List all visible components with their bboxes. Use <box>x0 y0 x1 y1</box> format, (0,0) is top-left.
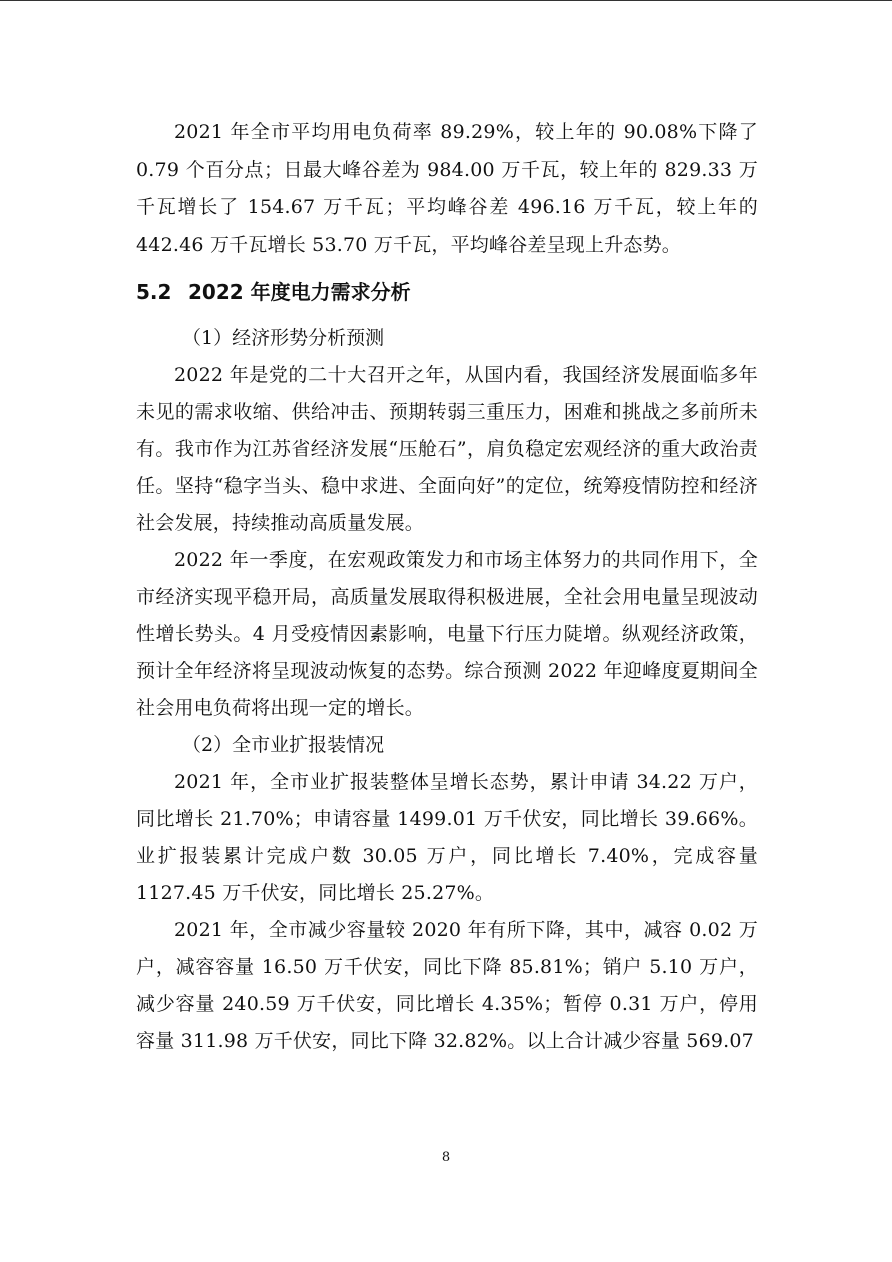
section-heading <box>136 274 758 310</box>
paragraph-load-rate: 2021 年全市平均用电负荷率 89.29%，较上年的 90.08%下降了 0.79 个百分点；日最大峰谷差为 984.00 万千瓦，较上年的 829.33 万千瓦增长了 154.67 万千瓦；平均峰谷差 496.16 万千瓦，较上年的 442.46 万千瓦增长 53.70 万千瓦，平均峰谷差呈现上升态势。 <box>136 121 758 256</box>
top-border-line <box>0 0 892 1</box>
paragraph-economy-2: 2022 年一季度，在宏观政策发力和市场主体努力的共同作用下，全市经济实现平稳开局，高质量发展取得积极进展，全社会用电量呈现波动性增长势头。4 月受疫情因素影响，电量下行压力陡增。纵观经济政策，预计全年经济将呈现波动恢复的态势。综合预测 2022 年迎峰度夏期间全社会用电负荷将出现一定的增长。 <box>136 549 758 719</box>
subsection-title-economy: （1）经济形势分析预测 <box>182 327 385 349</box>
document-page <box>136 114 758 1060</box>
paragraph-expansion-1: 2021 年，全市业扩报装整体呈增长态势，累计申请 34.22 万户，同比增长 21.70%；申请容量 1499.01 万千伏安，同比增长 39.66%。业扩报装累计完成户数 30.05 万户，同比增长 7.40%，完成容量 1127.45 万千伏安，同比增长 25.27%。 <box>136 771 758 904</box>
section-number: 5.2 <box>136 280 172 304</box>
paragraph-economy-1: 2022 年是党的二十大召开之年，从国内看，我国经济发展面临多年未见的需求收缩、供给冲击、预期转弱三重压力，困难和挑战之多前所未有。我市作为江苏省经济发展“压舱石”，肩负稳定宏观经济的重大政治责任。坚持“稳字当头、稳中求进、全面向好”的定位，统筹疫情防控和经济社会发展，持续推动高质量发展。 <box>136 364 758 534</box>
subsection-title-expansion: （2）全市业扩报装情况 <box>182 734 385 756</box>
section-title: 2022 年度电力需求分析 <box>188 280 411 304</box>
paragraph-expansion-2: 2021 年，全市减少容量较 2020 年有所下降，其中，减容 0.02 万户，减容容量 16.50 万千伏安，同比下降 85.81%；销户 5.10 万户，减少容量 240.59 万千伏安，同比增长 4.35%；暂停 0.31 万户，停用容量 311.98 万千伏安，同比下降 32.82%。以上合计减少容量 569.07 <box>136 919 758 1052</box>
page-number: 8 <box>441 1150 451 1165</box>
